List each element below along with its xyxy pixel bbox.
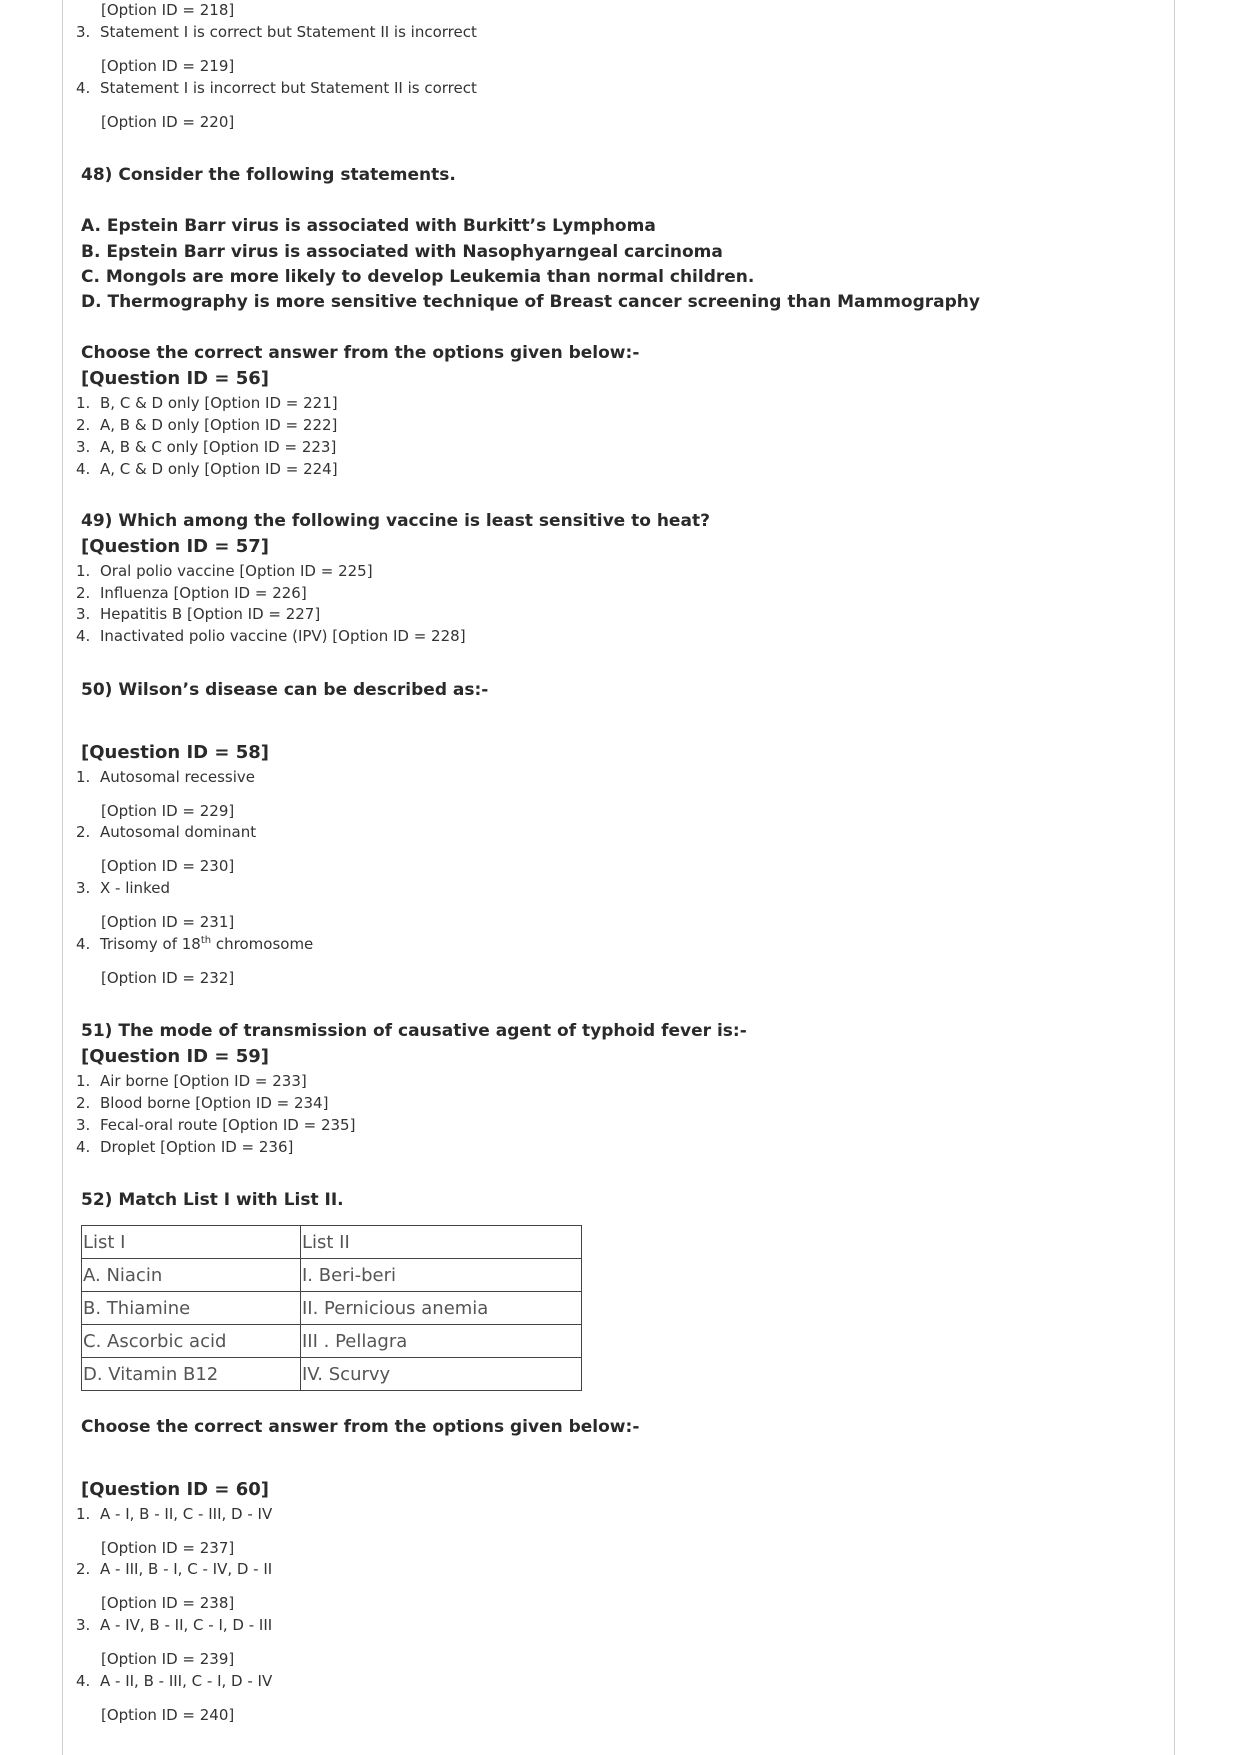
statement: A. Epstein Barr virus is associated with Burkitt’s Lymphoma [81, 216, 656, 236]
question-title: 50) Wilson’s disease can be described as:- [81, 680, 489, 700]
option-number: 2. [76, 416, 91, 434]
instruction: Choose the correct answer from the options given below:- [81, 343, 640, 363]
table-header-cell: List I [82, 1226, 301, 1259]
option-number: 3. [76, 23, 91, 41]
option-text: A - IV, B - II, C - I, D - III [100, 1616, 273, 1634]
option-item[interactable] [76, 1094, 328, 1112]
option-text-main: Trisomy of 18 [100, 935, 201, 953]
option-item[interactable] [76, 768, 255, 786]
option-item[interactable] [76, 935, 313, 953]
option-text-suffix: chromosome [211, 935, 314, 953]
match-table [81, 1225, 582, 1391]
question-title: 52) Match List I with List II. [81, 1190, 344, 1210]
option-text: A, B & C only [Option ID = 223] [100, 438, 337, 456]
option-text: Statement I is correct but Statement II is incorrect [100, 23, 477, 41]
ordinal-superscript: th [200, 935, 212, 946]
option-id: [Option ID = 239] [101, 1650, 235, 1668]
option-number: 1. [76, 562, 91, 580]
option-number: 4. [76, 460, 91, 478]
option-number: 3. [76, 438, 91, 456]
option-item[interactable] [76, 1072, 307, 1090]
option-item[interactable] [76, 79, 477, 97]
option-text: A - III, B - I, C - IV, D - II [100, 1560, 273, 1578]
option-item[interactable] [76, 1672, 272, 1690]
option-id: [Option ID = 220] [101, 113, 235, 131]
table-cell: B. Thiamine [82, 1292, 301, 1325]
option-number: 2. [76, 584, 91, 602]
table-cell: II. Pernicious anemia [301, 1292, 582, 1325]
option-number: 3. [76, 879, 91, 897]
option-text: Autosomal recessive [100, 768, 256, 786]
option-text: Hepatitis B [Option ID = 227] [100, 605, 321, 623]
table-cell: IV. Scurvy [301, 1358, 582, 1391]
option-text: Air borne [Option ID = 233] [100, 1072, 307, 1090]
option-number: 3. [76, 605, 91, 623]
option-text: X - linked [100, 879, 170, 897]
instruction: Choose the correct answer from the options given below:- [81, 1417, 640, 1437]
option-item[interactable] [76, 562, 373, 580]
option-number: 2. [76, 1560, 91, 1578]
table-row [82, 1259, 582, 1292]
option-number: 4. [76, 627, 91, 645]
option-text: Influenza [Option ID = 226] [100, 584, 307, 602]
option-number: 4. [76, 1672, 91, 1690]
option-item[interactable] [76, 823, 256, 841]
option-item[interactable] [76, 460, 338, 478]
question-id: [Question ID = 59] [81, 1046, 270, 1067]
option-id: [Option ID = 218] [101, 1, 235, 19]
option-item[interactable] [76, 394, 338, 412]
table-row [82, 1325, 582, 1358]
option-number: 4. [76, 935, 91, 953]
option-text: Oral polio vaccine [Option ID = 225] [100, 562, 373, 580]
option-text: A, C & D only [Option ID = 224] [100, 460, 338, 478]
question-title: 48) Consider the following statements. [81, 165, 456, 185]
option-number: 1. [76, 1072, 91, 1090]
question-id: [Question ID = 60] [81, 1479, 270, 1500]
option-number: 2. [76, 823, 91, 841]
table-cell: III . Pellagra [301, 1325, 582, 1358]
question-title: 49) Which among the following vaccine is least sensitive to heat? [81, 511, 710, 531]
option-item[interactable] [76, 23, 477, 41]
option-text: Statement I is incorrect but Statement II is correct [100, 79, 477, 97]
option-item[interactable] [76, 627, 466, 645]
option-item[interactable] [76, 1505, 272, 1523]
option-number: 2. [76, 1094, 91, 1112]
statement: D. Thermography is more sensitive technique of Breast cancer screening than Mammography [81, 292, 980, 312]
option-id: [Option ID = 237] [101, 1539, 235, 1557]
option-text [100, 935, 313, 953]
table-row [82, 1358, 582, 1391]
option-text: Inactivated polio vaccine (IPV) [Option ID = 228] [100, 627, 466, 645]
option-id: [Option ID = 230] [101, 857, 235, 875]
option-number: 3. [76, 1116, 91, 1134]
option-item[interactable] [76, 416, 337, 434]
option-text: B, C & D only [Option ID = 221] [100, 394, 338, 412]
option-number: 4. [76, 1138, 91, 1156]
option-item[interactable] [76, 438, 336, 456]
option-text: Autosomal dominant [100, 823, 257, 841]
option-item[interactable] [76, 605, 320, 623]
statement: B. Epstein Barr virus is associated with Nasophyarngeal carcinoma [81, 242, 723, 262]
statement: C. Mongols are more likely to develop Leukemia than normal children. [81, 267, 755, 287]
table-header-row [82, 1226, 582, 1259]
option-number: 1. [76, 394, 91, 412]
option-text: A - I, B - II, C - III, D - IV [100, 1505, 273, 1523]
option-number: 1. [76, 1505, 91, 1523]
option-text: A, B & D only [Option ID = 222] [100, 416, 338, 434]
table-cell: C. Ascorbic acid [82, 1325, 301, 1358]
table-cell: I. Beri-beri [301, 1259, 582, 1292]
table-header-cell: List II [301, 1226, 582, 1259]
question-id: [Question ID = 56] [81, 368, 270, 389]
option-item[interactable] [76, 1616, 272, 1634]
option-id: [Option ID = 229] [101, 802, 235, 820]
option-number: 3. [76, 1616, 91, 1634]
option-id: [Option ID = 238] [101, 1594, 235, 1612]
question-id: [Question ID = 57] [81, 536, 270, 557]
option-text: Fecal-oral route [Option ID = 235] [100, 1116, 356, 1134]
table-row [82, 1292, 582, 1325]
option-text: Droplet [Option ID = 236] [100, 1138, 294, 1156]
option-number: 4. [76, 79, 91, 97]
option-id: [Option ID = 232] [101, 969, 235, 987]
option-id: [Option ID = 231] [101, 913, 235, 931]
question-id: [Question ID = 58] [81, 742, 270, 763]
option-text: A - II, B - III, C - I, D - IV [100, 1672, 273, 1690]
option-id: [Option ID = 240] [101, 1706, 235, 1724]
table-cell: A. Niacin [82, 1259, 301, 1292]
table-cell: D. Vitamin B12 [82, 1358, 301, 1391]
option-item[interactable] [76, 584, 307, 602]
option-item[interactable] [76, 1116, 355, 1134]
option-number: 1. [76, 768, 91, 786]
option-id: [Option ID = 219] [101, 57, 235, 75]
option-text: Blood borne [Option ID = 234] [100, 1094, 329, 1112]
option-item[interactable] [76, 879, 170, 897]
option-item[interactable] [76, 1138, 293, 1156]
question-title: 51) The mode of transmission of causative agent of typhoid fever is:- [81, 1021, 747, 1041]
option-item[interactable] [76, 1560, 272, 1578]
